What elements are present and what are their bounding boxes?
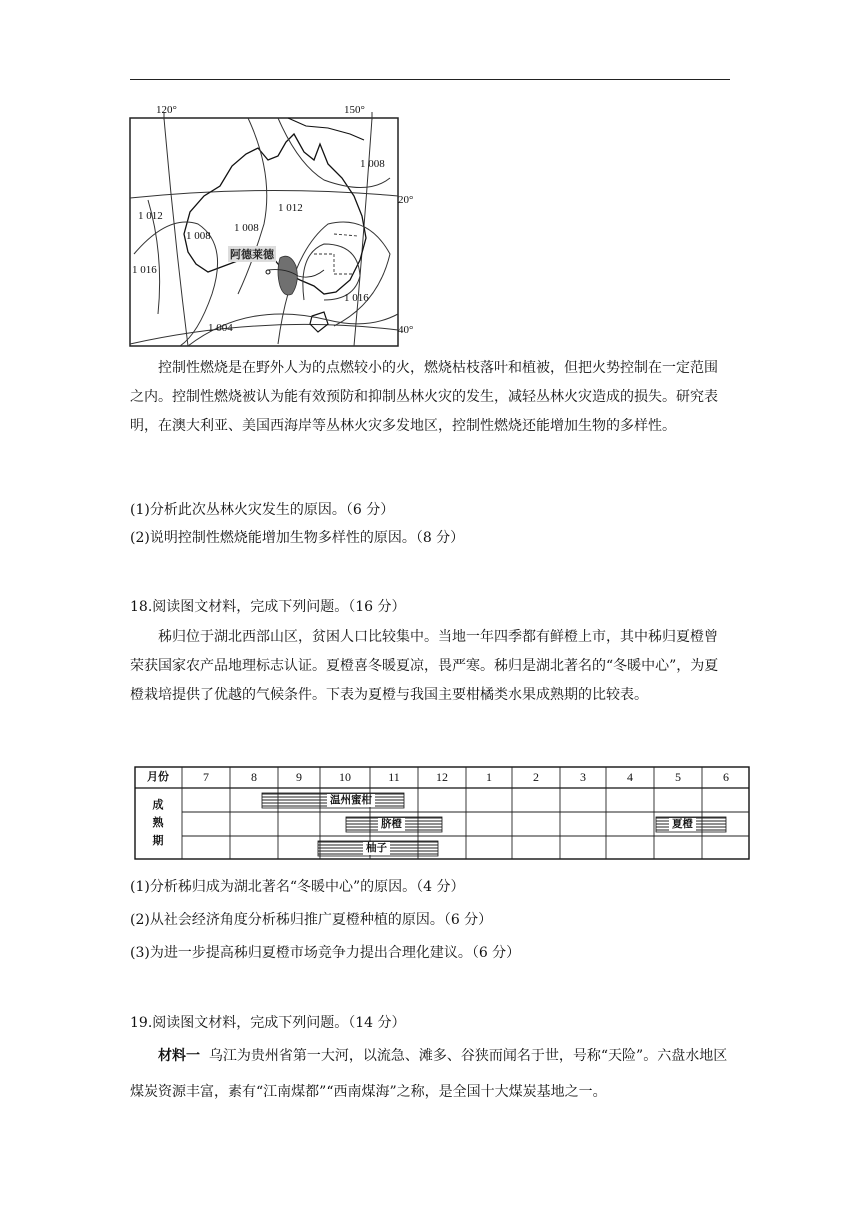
isobar-label: 1 004 [208,322,233,334]
isobar-label: 1 012 [278,202,303,214]
isobar-label: 1 008 [360,158,385,170]
q18-paragraph: 秭归位于湖北西部山区，贫困人口比较集中。当地一年四季都有鲜橙上市，其中秭归夏橙曾荣获国家农产品地理标志认证。夏橙喜冬暖夏凉，畏严寒。秭归是湖北著名的“冬暖中心”，为夏橙栽培提供了优越的气候条件。下表为夏橙与我国主要柑橘类水果成熟期的比较表。 [130,629,719,703]
q18-sub1: (1)分析秭归成为湖北著名“冬暖中心”的原因。（4 分） [130,879,465,895]
q19-title: 19.阅读图文材料，完成下列问题。（14 分） [130,1015,406,1031]
table-header-cell: 10 [339,770,351,784]
table-header-cell: 12 [436,770,448,784]
material-text: 乌江为贵州省第一大河，以流急、滩多、谷狭而闻名于世，号称“天险”。六盘水地区煤炭资源丰富，素有“江南煤都”“西南煤海”之称，是全国十大煤炭基地之一。 [130,1048,728,1100]
q18-title: 18.阅读图文材料，完成下列问题。（16 分） [130,599,406,615]
table-header-month: 月份 [147,770,169,783]
table-header-cell: 4 [627,770,633,784]
q17-paragraph: 控制性燃烧是在野外人为的点燃较小的火，燃烧枯枝落叶和植被，但把火势控制在一定范围之内。控制性燃烧被认为能有效预防和抑制丛林火灾的发生，减轻丛林火灾造成的损失。研究表明，在澳大利亚、美国西海岸等丛林火灾多发地区，控制性燃烧还能增加生物的多样性。 [130,360,718,434]
table-header-cell: 2 [533,770,539,784]
lat-label-40: 40° [398,324,414,336]
material-label: 材料一 [158,1048,200,1064]
row-label-char: 期 [152,834,164,847]
table-header-cell: 3 [580,770,586,784]
table-header-cell: 8 [251,770,257,784]
q18-sub3: (3)为进一步提高秭归夏橙市场竞争力提出合理化建议。（6 分） [130,945,521,961]
row-label-char: 熟 [152,816,164,829]
table-header-cell: 7 [203,770,209,784]
place-label-adelaide: 阿德莱德 [230,248,274,261]
q18-sub2: (2)从社会经济角度分析秭归推广夏橙种植的原因。（6 分） [130,912,493,928]
table-header-cell: 1 [486,770,492,784]
lon-label-150: 150° [344,104,365,116]
lat-label-20: 20° [398,194,414,206]
row-label-ripening [134,796,182,850]
isobar-label: 1 008 [234,222,259,234]
q19-material [130,1038,730,1110]
q17-sub2: (2)说明控制性燃烧能增加生物多样性的原因。（8 分） [130,530,465,546]
isobar-label: 1 016 [132,264,157,276]
header-rule [130,79,730,80]
fruit-label-pomelo: 柚子 [363,842,390,855]
isobar-map [128,104,428,354]
isobar-label: 1 016 [344,292,369,304]
ripening-table [134,766,750,860]
fruit-label-wenzhou-mandarin: 温州蜜柑 [327,794,375,807]
table-header-cell: 5 [675,770,681,784]
isobar-label: 1 008 [186,230,211,242]
isobar-label: 1 012 [138,210,163,222]
q17-sub1: (1)分析此次丛林火灾发生的原因。（6 分） [130,502,395,518]
fruit-label-navel-orange: 脐橙 [378,818,405,831]
fruit-label-summer-orange: 夏橙 [669,818,696,831]
table-header-cell: 6 [723,770,729,784]
table-header-cell: 11 [388,770,400,784]
map-drawing [128,104,428,354]
lon-label-120: 120° [156,104,177,116]
table-header-cell: 9 [296,770,302,784]
row-label-char: 成 [152,798,164,811]
